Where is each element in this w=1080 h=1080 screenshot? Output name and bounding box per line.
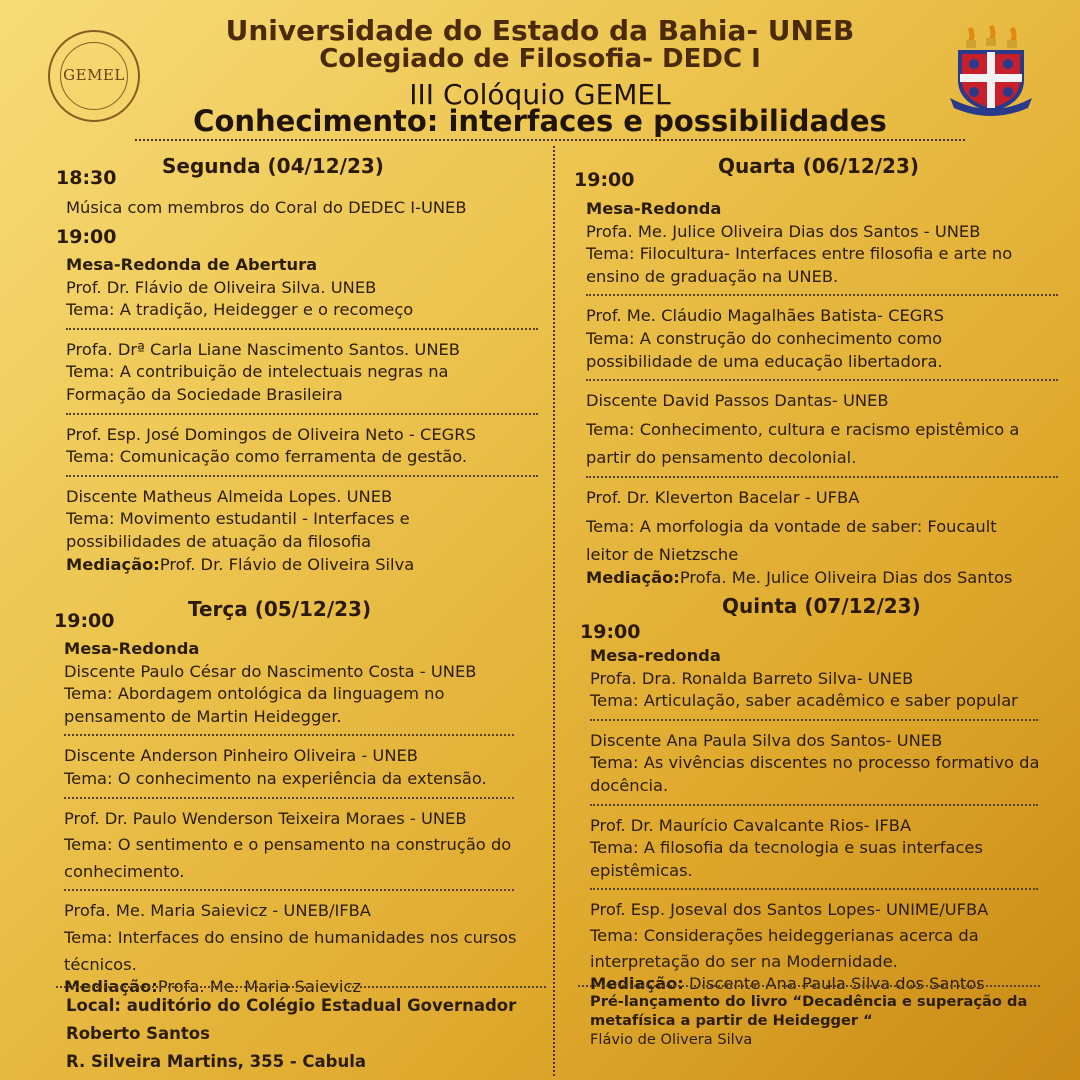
time-terca: 19:00 [54, 610, 115, 632]
session-title: Mesa-Redonda de Abertura [66, 255, 318, 274]
day-heading-terca: Terça (05/12/23) [188, 597, 372, 621]
topic-cont: docência. [590, 775, 669, 795]
header-divider [135, 139, 965, 141]
topic-cont: conhecimento. [64, 861, 185, 881]
speaker: Profa. Drª Carla Liane Nascimento Santos. UNEB [66, 339, 460, 359]
topic-cont: Formação da Sociedade Brasileira [66, 384, 343, 404]
gemel-logo-text: GEMEL [63, 66, 125, 84]
speaker: Discente Anderson Pinheiro Oliveira - UNEB [64, 746, 418, 766]
speaker: Discente Matheus Almeida Lopes. UNEB [66, 486, 393, 506]
topic-cont: possibilidades de atuação da filosofia [66, 531, 372, 551]
time-segunda-1830: 18:30 [56, 167, 117, 189]
quarta-schedule [586, 198, 1058, 589]
speaker: Profa. Me. Maria Saievicz - UNEB/IFBA [64, 901, 371, 921]
speaker: Discente David Passos Dantas- UNEB [586, 391, 889, 411]
time-quinta: 19:00 [580, 621, 641, 643]
mediation: Mediação:Profa. Me. Julice Oliveira Dias dos Santos [586, 567, 1013, 587]
day-heading-quarta: Quarta (06/12/23) [718, 154, 920, 178]
topic: Tema: A tradição, Heidegger e o recomeço [66, 300, 414, 320]
topic: Tema: A morfologia da vontade de saber: Foucault [586, 516, 997, 536]
segunda-music: Música com membros do Coral do DEDEC I-UNEB [66, 198, 467, 217]
speaker: Discente Ana Paula Silva dos Santos- UNEB [590, 730, 943, 750]
mediation: Mediação:Profa. Me. Maria Saievicz [64, 977, 362, 997]
day-heading-segunda: Segunda (04/12/23) [162, 154, 384, 178]
speaker: Prof. Dr. Kleverton Bacelar - UFBA [586, 487, 860, 507]
topic: Tema: O sentimento e o pensamento na construção do [64, 835, 512, 855]
topic: Tema: Considerações heideggerianas acerca da [590, 925, 979, 945]
column-divider [553, 146, 555, 1076]
speaker: Discente Paulo César do Nascimento Costa - UNEB [64, 661, 477, 681]
topic: Tema: O conhecimento na experiência da extensão. [64, 768, 487, 788]
university-name: Universidade do Estado da Bahia- UNEB [225, 14, 855, 47]
topic-cont: ensino de graduação na UNEB. [586, 266, 839, 286]
topic: Tema: Movimento estudantil - Interfaces e [66, 509, 410, 529]
department-name: Colegiado de Filosofia- DEDC I [319, 44, 761, 74]
topic-cont: pensamento de Martin Heidegger. [64, 706, 342, 726]
topic-cont: leitor de Nietzsche [586, 545, 739, 565]
time-segunda-1900: 19:00 [56, 226, 117, 248]
venue-info: Local: auditório do Colégio Estadual Governador Roberto Santos R. Silveira Martins, 355 - Cabula [66, 996, 517, 1071]
topic: Tema: A filosofia da tecnologia e suas interfaces [590, 838, 983, 858]
speaker: Prof. Esp. Joseval dos Santos Lopes- UNIME/UFBA [590, 900, 989, 920]
topic: Tema: A construção do conhecimento como [586, 328, 943, 348]
topic-cont: interpretação do ser na Modernidade. [590, 951, 898, 971]
book-launch: Pré-lançamento do livro “Decadência e superação da metafísica a partir de Heidegger “ Flávio de Olivera Silva [590, 993, 1028, 1048]
session-title: Mesa-Redonda [586, 199, 722, 218]
mediation: Mediação:Prof. Dr. Flávio de Oliveira Silva [66, 554, 415, 574]
topic: Tema: Interfaces do ensino de humanidades nos cursos [64, 927, 517, 947]
topic: Tema: A contribuição de intelectuais negras na [66, 362, 449, 382]
topic: Tema: Conhecimento, cultura e racismo epistêmico a [586, 419, 1020, 439]
book-author: Flávio de Olivera Silva [590, 1031, 753, 1048]
topic-cont: técnicos. [64, 954, 137, 974]
topic-cont: possibilidade de uma educação libertadora. [586, 351, 943, 371]
mediation: Mediação: Discente Ana Paula Silva dos Santos [590, 974, 985, 994]
topic: Tema: Comunicação como ferramenta de gestão. [66, 447, 468, 467]
topic-cont: epistêmicas. [590, 860, 693, 880]
topic-cont: partir do pensamento decolonial. [586, 448, 857, 468]
terca-schedule [64, 638, 517, 999]
speaker: Prof. Dr. Maurício Cavalcante Rios- IFBA [590, 815, 912, 835]
speaker: Profa. Me. Julice Oliveira Dias dos Santos - UNEB [586, 221, 981, 241]
speaker: Prof. Dr. Flávio de Oliveira Silva. UNEB [66, 277, 377, 297]
speaker: Prof. Dr. Paulo Wenderson Teixeira Moraes - UNEB [64, 808, 467, 828]
day-heading-quinta: Quinta (07/12/23) [722, 594, 921, 618]
topic: Tema: Articulação, saber acadêmico e saber popular [590, 691, 1018, 711]
topic: Tema: Abordagem ontológica da linguagem no [64, 684, 445, 704]
segunda-schedule [66, 254, 538, 576]
speaker: Prof. Me. Cláudio Magalhães Batista- CEGRS [586, 306, 945, 326]
topic: Tema: As vivências discentes no processo formativo da [590, 753, 1040, 773]
event-name: III Colóquio GEMEL [409, 78, 671, 111]
event-theme: Conhecimento: interfaces e possibilidades [193, 104, 887, 138]
session-title: Mesa-redonda [590, 646, 721, 665]
quinta-schedule [590, 645, 1040, 996]
speaker: Profa. Dra. Ronalda Barreto Silva- UNEB [590, 668, 914, 688]
time-quarta: 19:00 [574, 169, 635, 191]
session-title: Mesa-Redonda [64, 639, 200, 658]
speaker: Prof. Esp. José Domingos de Oliveira Neto - CEGRS [66, 424, 476, 444]
topic: Tema: Filocultura- Interfaces entre filosofia e arte no [586, 244, 1013, 264]
